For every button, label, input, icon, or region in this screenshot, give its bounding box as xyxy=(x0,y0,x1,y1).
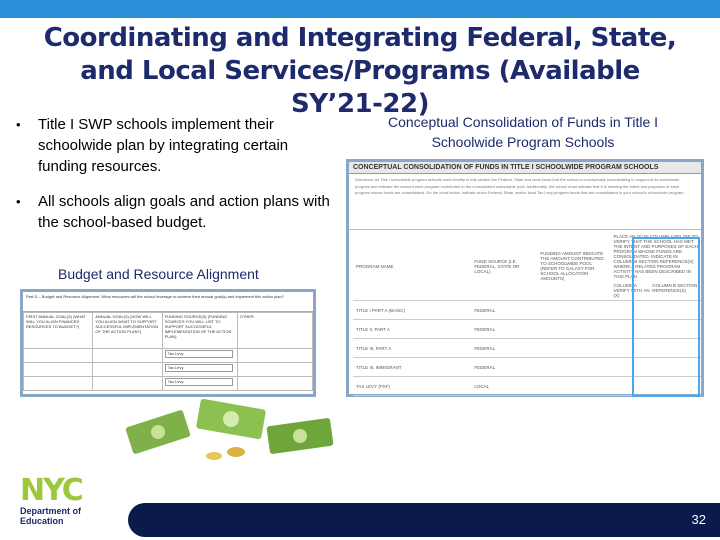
money-illustration xyxy=(118,396,348,466)
bullet-item xyxy=(14,191,334,233)
bullet-text: All schools align goals and action plans with the school-based budget. xyxy=(38,193,330,231)
footer-bar xyxy=(128,503,720,537)
consolidation-directions: Directions: All Title I schoolwide program schools must identify in this section the Federal, State and local funds that the school is conceptually consolidating in support of its schoolwide program and indicate the amount each program contributes to the consolidated schoolwide pool. Additionally, the school must indicate that it is meeting the intent and purposes of each program whose funds are consolidated. On the chart below, indicate which Federal, State, and/or local Tax Levy program funds that are consolidated in your school's schoolwide program. xyxy=(349,174,701,230)
budget-form-header: Part D – Budget and Resource Alignment. What resources will the school leverage to achieve their annual goal(s) and implement this action plan? xyxy=(23,292,313,312)
money-bill-icon xyxy=(125,409,191,454)
program-name: TITLE II, PART A xyxy=(353,320,471,339)
budget-col-header: OTHER xyxy=(237,313,312,349)
money-bill-icon xyxy=(196,398,266,439)
fund-source: FEDERAL xyxy=(471,320,537,339)
fund-source: LOCAL xyxy=(471,377,537,396)
consolidation-form-header: CONCEPTUAL CONSOLIDATION OF FUNDS IN TITLE I SCHOOLWIDE PROGRAM SCHOOLS xyxy=(349,162,701,174)
budget-col-header: ANNUAL GOAL(S) (HOW WILL YOU ALIGN WHAT TO SUPPORT SUCCESSFUL IMPLEMENTATION OF THE ACTION PLAN?) xyxy=(93,313,162,349)
col-verify-text: PLACE AN (X) IN COLUMN A BELOW TO VERIFY THAT THE SCHOOL HAS MET THE INTENT AND PURPOSES OF EACH PROGRAM WHOSE FUNDS ARE CONSOLIDATED. INDICATE IN COLUMN B SECTION REFERENCE(S) WHERE A RELATED PROGRAM ACTIVITY HAS BEEN DESCRIBED IN THIS PLAN. xyxy=(613,234,698,279)
program-name: TAX LEVY (FSF) xyxy=(353,377,471,396)
col-funding-amount: FUNDING AMOUNT INDICATE THE AMOUNT CONTRIBUTED TO SCHOOLWIDE POOL (REFER TO GALAXY FOR SCHOOL ALLOCATION AMOUNTS) xyxy=(537,232,610,301)
col-b-label: COLUMN B SECTION REFERENCE(S) xyxy=(652,283,698,293)
fund-source: FEDERAL xyxy=(471,301,537,320)
money-bill-icon xyxy=(266,418,333,455)
budget-form-table xyxy=(23,312,313,391)
slide-title: Coordinating and Integrating Federal, State, and Local Services/Programs (Available SY’21-22) xyxy=(43,23,677,119)
logo-dept-line1: Department of xyxy=(20,506,82,516)
funding-select[interactable]: Tax Levy xyxy=(165,364,233,372)
col-fund-source: FUND SOURCE (I.E. FEDERAL, STATE OR LOCAL) xyxy=(471,232,537,301)
logo-dept-line2: Education xyxy=(20,516,64,526)
fund-source: FEDERAL xyxy=(471,339,537,358)
program-name: TITLE III, IMMIGRANT xyxy=(353,358,471,377)
col-a-label: COLUMN A VERIFY WITH AN (X) xyxy=(613,283,650,298)
bullet-list xyxy=(14,114,334,247)
program-name: TITLE I PART A (BASIC) xyxy=(353,301,471,320)
col-program-name: PROGRAM NAME xyxy=(353,232,471,301)
page-number: 32 xyxy=(691,512,706,527)
budget-heading: Budget and Resource Alignment xyxy=(58,266,259,282)
bullet-text: Title I SWP schools implement their schoolwide plan by integrating certain funding resources. xyxy=(38,116,289,175)
bullet-icon: • xyxy=(16,194,21,209)
bullet-icon: • xyxy=(16,117,21,132)
program-name: TITLE III, PART A xyxy=(353,339,471,358)
logo-wordmark: NYC xyxy=(20,473,82,508)
column-highlight xyxy=(632,237,700,397)
nyc-doe-logo xyxy=(20,473,82,526)
consolidation-heading: Conceptual Consolidation of Funds in Title I Schoolwide Program Schools xyxy=(387,114,659,150)
funding-select[interactable]: Tax Levy xyxy=(165,350,233,358)
budget-col-header: FIRST ANNUAL GOAL(S) (WHAT WILL YOU ALIGN FINANCED RESOURCES TO BUDGET?) xyxy=(24,313,93,349)
coin-icon xyxy=(206,447,245,460)
budget-col-header: FUNDING SOURCE(S) (FUNDING SOURCES YOU WILL LIST TO SUPPORT SUCCESSFUL IMPLEMENTATION OF THE ACTION PLAN) xyxy=(162,313,237,349)
top-accent-bar xyxy=(0,0,720,18)
bullet-item xyxy=(14,114,334,177)
fund-source: FEDERAL xyxy=(471,358,537,377)
budget-form-image xyxy=(20,289,316,397)
funding-select[interactable]: Tax Levy xyxy=(165,378,233,386)
